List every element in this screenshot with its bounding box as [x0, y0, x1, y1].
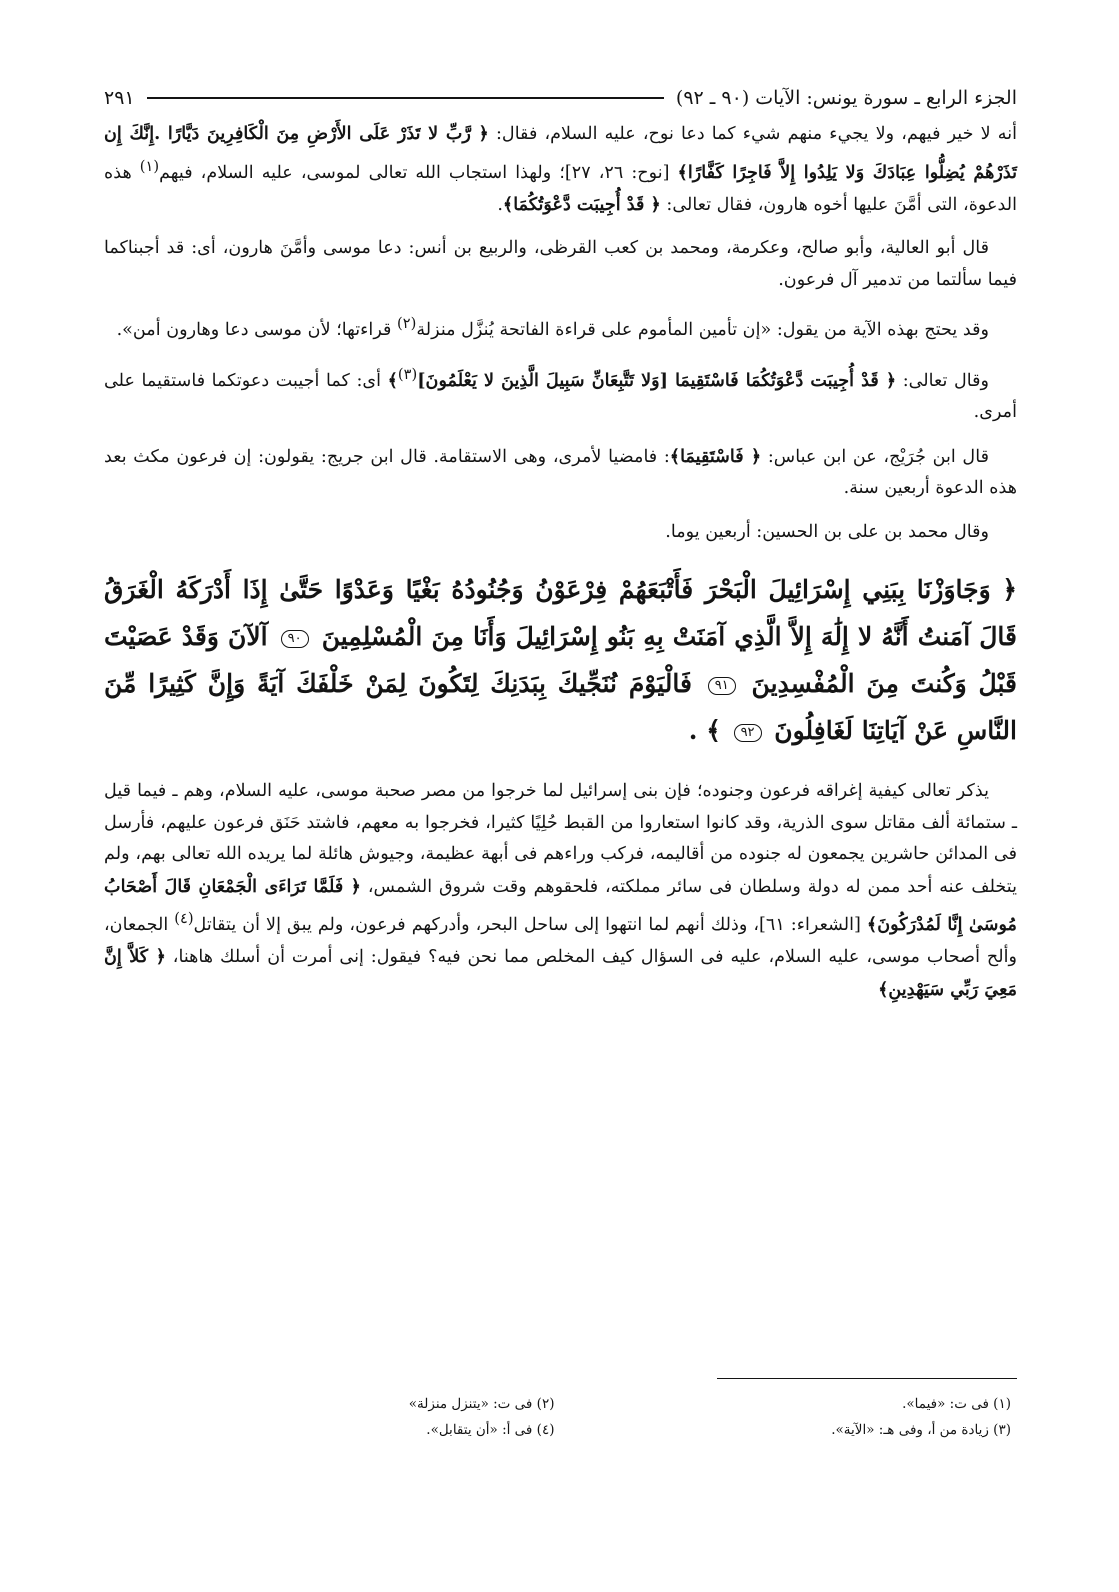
footnote-2: (٢) فى ت: «يتنزل منزلة»: [408, 1396, 555, 1412]
verse-open-bracket: ﴿: [1002, 575, 1017, 605]
footnote-marker: (٢): [397, 315, 417, 333]
verse-92-text: فَالْيَوْمَ نُنَجِّيكَ بِبَدَنِكَ لِتَكُونَ لِمَنْ خَلْفَكَ آيَةً وَإِنَّ كَثِيرًا مِّنَ النَّاسِ عَنْ آيَاتِنَا لَغَافِلُونَ: [104, 669, 1017, 746]
text-run: وقد يحتج بهذه الآية من يقول: «إن تأمين المأموم على قراءة الفاتحة يُنزَّل منزلة: [416, 320, 989, 341]
footnote-marker: (٣): [397, 365, 418, 383]
text-run: [الشعراء: ٦١]، وذلك أنهم لما انتهوا إلى ساحل البحر، وأدركهم فرعون، ولم يبق إلا أن يتقاتل: [193, 914, 867, 935]
footnote-1: (١) فى ت: «فيما».: [902, 1396, 1011, 1412]
quran-verse-block: [104, 566, 1017, 754]
text-run: قراءتها؛ لأن موسى دعا وهارون أمن».: [116, 320, 398, 341]
paragraph-7: [104, 776, 1017, 1006]
footnotes: [104, 1391, 1017, 1443]
running-header: [104, 78, 1017, 118]
ayah-number-92: ٩٢: [734, 724, 762, 742]
text-run: الجمعان، وألح أصحاب موسى، عليه السلام، عليه فى السؤال كيف المخلص مما نحن فيه؟ فيقول: إنى أمرت أن أسلك هاهنا،: [104, 914, 1017, 968]
ayah-number-90: ٩٠: [281, 630, 309, 648]
verse-90-text: وَجَاوَزْنَا بِبَنِي إِسْرَائِيلَ الْبَحْرَ فَأَتْبَعَهُمْ فِرْعَوْنُ وَجُنُودُهُ بَغْيًا وَعَدْوًا حَتَّىٰ إِذَا أَدْرَكَهُ الْغَرَقُ قَالَ آمَنتُ أَنَّهُ لا إِلَٰهَ إِلاَّ الَّذِي آمَنَتْ بِهِ بَنُو إِسْرَائِيلَ وَأَنَا مِنَ الْمُسْلِمِينَ: [104, 575, 1017, 652]
text-run: وقال تعالى:: [896, 370, 990, 391]
verse-close-bracket: ﴾ .: [688, 716, 721, 746]
text-run: [نوح: ٢٦، ٢٧]؛ ولهذا استجاب الله تعالى لموسى، عليه السلام، فيهم: [159, 162, 678, 183]
quran-quote: ﴿ قَدْ أُجِيبَت دَّعْوَتُكُمَا﴾: [502, 193, 661, 215]
text-run: أنه لا خير فيهم، ولا يجيء منهم شيء كما دعا نوح، عليه السلام، فقال:: [488, 124, 1017, 144]
page-number: ٢٩١: [104, 87, 135, 109]
verse-91-text: آلآنَ وَقَدْ عَصَيْتَ قَبْلُ وَكُنتَ مِنَ الْمُفْسِدِينَ: [104, 622, 1017, 699]
paragraph-4: [104, 359, 1017, 429]
quran-quote: ﴿ كَلاَّ إِنَّ مَعِيَ رَبِّي سَيَهْدِينِ﴾: [104, 946, 1017, 1000]
quran-quote: ﴿ فَاسْتَقِيمَا﴾: [669, 445, 762, 467]
book-page: [104, 78, 1017, 1438]
text-run: : فامضيا لأمرى، وهى الاستقامة. قال ابن جريج: يقولون: إن فرعون مكث بعد هذه الدعوة أربعين سنة.: [104, 446, 1017, 499]
paragraph-3: [104, 308, 1017, 346]
quran-quote: ﴿ فَلَمَّا تَرَاءَى الْجَمْعَانِ قَالَ أَصْحَابُ مُوسَىٰ إِنَّا لَمُدْرَكُونَ﴾: [104, 875, 1017, 935]
quran-quote: ﴿ رَّبِّ لا تَذَرْ عَلَى الأَرْضِ مِنَ الْكَافِرِينَ دَيَّارًا .إِنَّكَ إِن تَذَرْهُمْ يُضِلُّوا عِبَادَكَ وَلا يَلِدُوا إِلاَّ فَاجِرًا كَفَّارًا﴾: [104, 123, 1017, 183]
text-run: أى: كما أجيبت دعوتكما فاستقيما على أمرى.: [104, 370, 1017, 423]
header-rule: [147, 97, 664, 99]
text-run: .: [497, 194, 503, 215]
text-run: هذه الدعوة، التى أمَّنَ عليها أخوه هارون، فقال تعالى:: [104, 162, 1017, 215]
footnote-3: (٣) زيادة من أ، وفى هـ: «الآية».: [831, 1422, 1011, 1438]
footnote-4: (٤) فى أ: «أن يتقابل».: [426, 1422, 555, 1438]
footnote-rule: [717, 1378, 1017, 1379]
quran-quote-close: ﴾: [387, 369, 398, 391]
footnote-marker: (١): [139, 157, 160, 175]
paragraph-5: [104, 441, 1017, 505]
quran-quote: ﴿ قَدْ أُجِيبَت دَّعْوَتُكُمَا فَاسْتَقِيمَا [وَلا تَتَّبِعَانِّ سَبِيلَ الَّذِينَ لا يَعْلَمُونَ]: [417, 369, 897, 391]
ayah-number-91: ٩١: [708, 677, 736, 695]
paragraph-1: [104, 118, 1017, 221]
running-title: الجزء الرابع ـ سورة يونس: الآيات (٩٠ ـ ٩٢): [675, 87, 1017, 109]
paragraph-6: وقال محمد بن على بن الحسين: أربعين يوما.: [665, 521, 989, 542]
text-run: يذكر تعالى كيفية إغراقه فرعون وجنوده؛ فإن بنى إسرائيل لما خرجوا من مصر صحبة موسى، عليه السلام، وهم ـ فيما قيل ـ ستمائة ألف مقاتل سوى الذرية، وقد كانوا استعاروا من القبط حُلِيًا كثيرا، فخرجوا به معهم، فاشتد حَنَق فرعون عليهم، فأرسل فى المدائن حاشرين يجمعون له جنوده من أقاليمه، فركب وراءهم فى أبهة عظيمة، وجيوش هائلة لما يريده الله تعالى بهم، ولم يتخلف عنه أحد ممن له دولة وسلطان فى سائر مملكته، فلحقوهم وقت شروق الشمس،: [104, 781, 1017, 897]
text-run: قال ابن جُرَيْج، عن ابن عباس:: [761, 446, 989, 467]
footnote-marker: (٤): [174, 910, 194, 928]
paragraph-2: قال أبو العالية، وأبو صالح، وعكرمة، ومحمد بن كعب القرظى، والربيع بن أنس: دعا موسى وأمَّنَ هارون، أى: قد أجبناكما فيما سألتما من تدمير آل فرعون.: [104, 238, 1017, 290]
